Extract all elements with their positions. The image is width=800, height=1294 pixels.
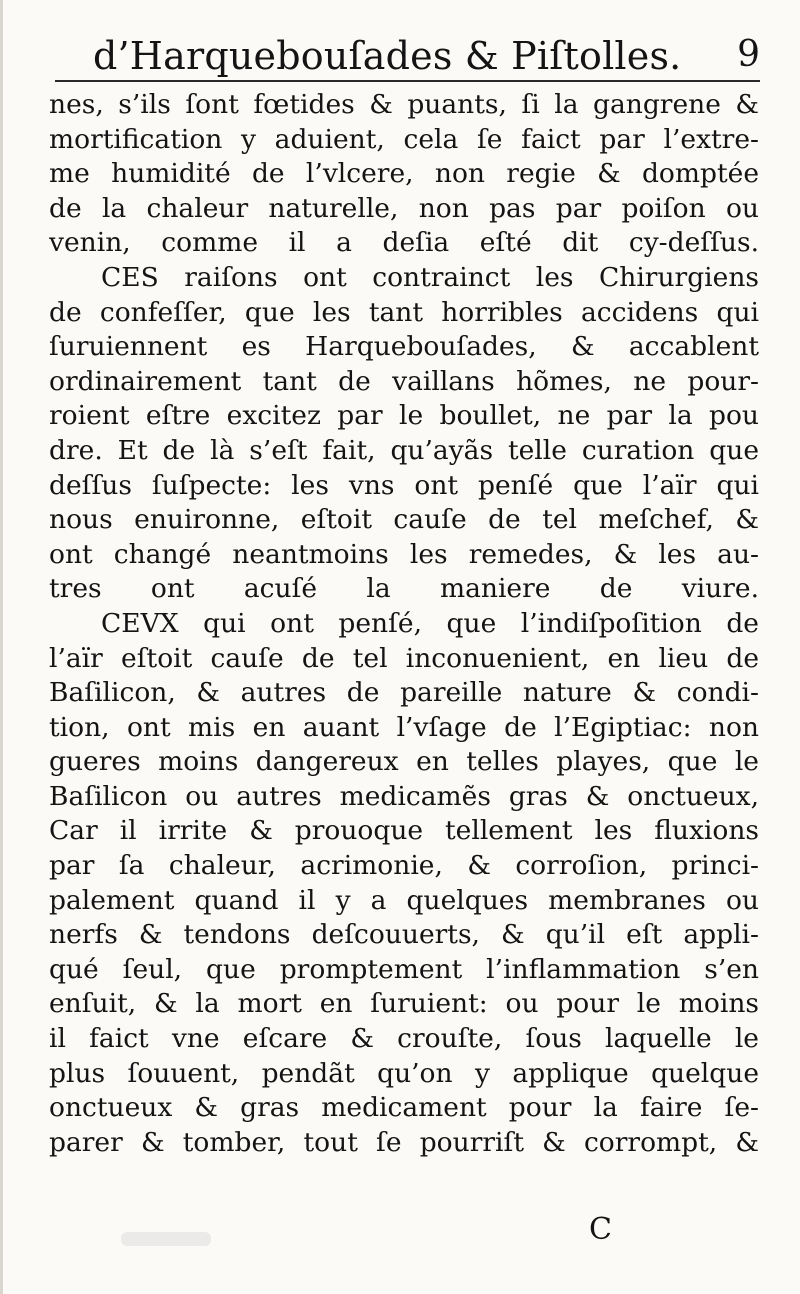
text-line: gueres moins dangereux en telles playes, que le (49, 746, 759, 778)
text-line: plus ſouuent, pendãt qu’on y applique quelque (49, 1057, 759, 1089)
text-line: parer & tomber, tout ſe pourriſt & corrompt, & (49, 1126, 759, 1158)
text-line: l’aïr eſtoit cauſe de tel inconuenient, en lieu de (49, 642, 759, 674)
text-line: Car il irrite & prouoque tellement les fluxions (49, 815, 759, 847)
signature-mark: C (589, 1212, 613, 1247)
page-number: 9 (737, 34, 760, 75)
text-line: par ſa chaleur, acrimonie, & corroſion, princi- (49, 850, 759, 882)
text-line: ſuruiennent es Harquebouſades, & accablent (49, 331, 759, 363)
text-line: CES raiſons ont contrainct les Chirurgiens (101, 261, 759, 293)
text-line: qué ſeul, que promptement l’inflammation s’en (49, 953, 759, 985)
text-line: ordinairement tant de vaillans hõmes, ne pour- (49, 365, 759, 397)
text-line: CEVX qui ont penſé, que l’indiſpoſition de (101, 607, 759, 639)
text-line: il faict vne eſcare & crouſte, ſous laquelle le (49, 1023, 759, 1055)
text-line: dre. Et de là s’eſt fait, qu’ayãs telle curation que (49, 434, 759, 466)
running-title: d’Harquebouſades & Piſtolles. (93, 34, 682, 78)
text-line: venin, comme il a deſia eſté dit cy-deſſus. (49, 227, 759, 259)
text-line: ont changé neantmoins les remedes, & les au- (49, 538, 759, 570)
ink-smudge (121, 1232, 211, 1246)
header-rule (55, 80, 760, 82)
text-line: tres ont acuſé la maniere de viure. (49, 573, 759, 605)
text-line: Baſilicon, & autres de pareille nature & condi- (49, 677, 759, 709)
text-line: deſſus ſuſpecte: les vns ont penſé que l’aïr qui (49, 469, 759, 501)
text-line: de confeſſer, que les tant horribles accidens qui (49, 296, 759, 328)
body-text (49, 88, 759, 1160)
page-header (43, 26, 760, 82)
text-line: me humidité de l’vlcere, non regie & domptée (49, 158, 759, 190)
text-line: tion, ont mis en auant l’vſage de l’Egiptiac: non (49, 711, 759, 743)
text-line: onctueux & gras medicament pour la faire ſe- (49, 1092, 759, 1124)
text-line: palement quand il y a quelques membranes ou (49, 884, 759, 916)
text-line: nous enuironne, eſtoit cauſe de tel meſchef, & (49, 504, 759, 536)
text-line: roient eſtre excitez par le boullet, ne par la pou (49, 400, 759, 432)
text-line: nerfs & tendons deſcouuerts, & qu’il eſt appli- (49, 919, 759, 951)
text-line: nes, s’ils ſont fœtides & puants, ſi la gangrene & (49, 89, 759, 120)
text-line: Baſilicon ou autres medicamẽs gras & onctueux, (49, 780, 759, 812)
text-line: enſuit, & la mort en ſuruient: ou pour le moins (49, 988, 759, 1020)
text-line: de la chaleur naturelle, non pas par poiſon ou (49, 192, 759, 224)
text-line: mortification y aduient, cela ſe faict par l’extre- (49, 123, 759, 155)
